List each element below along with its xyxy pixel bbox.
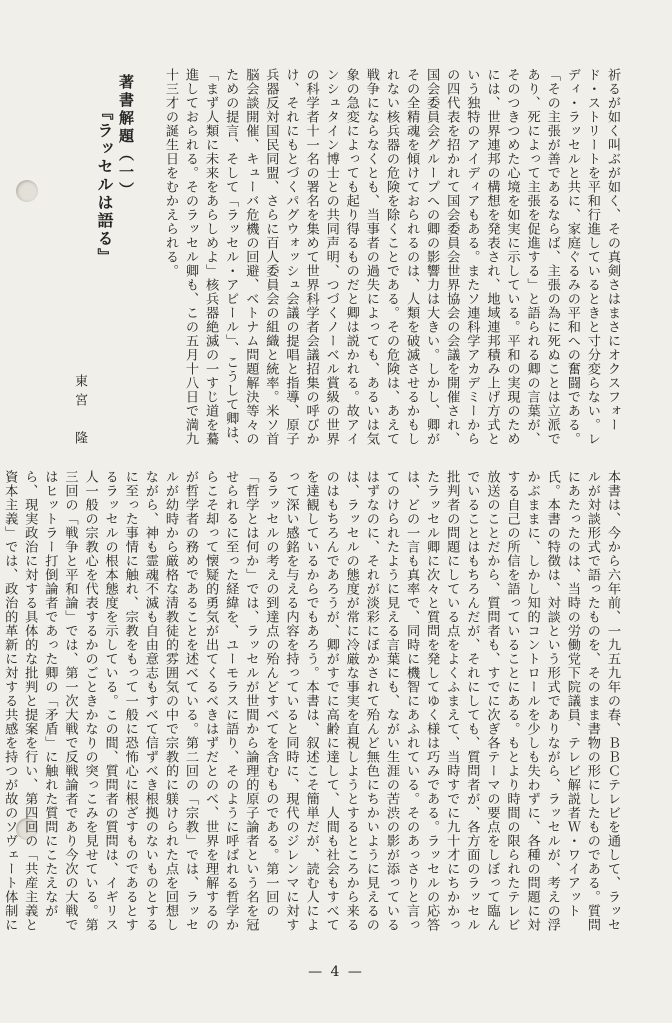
book-title: 『ラッセルは語る』 (95, 104, 114, 266)
book-review-series-title: 著書解題（一） (117, 74, 135, 200)
page-number: — 4 — (308, 964, 364, 980)
upper-text-band (70, 68, 622, 458)
lower-body-text: 本書は、今から六年前、一九五九年の春、ＢＢＣテレビを通して、ラッセルが対談形式で語ったものを、そのまま書物の形にしたものである。質問にあたったのは、当時の労働党下院議員、テレビ解説者Ｗ・ワイアット氏。本書の特徴は、対談という形式でありながら、ラッセルが、考えの浮かぶままに、しかし知的コントロールを少しも失わずに、各種の問題に対する自己の所信を語っていることにある。もとより時間の限られたテレビ放送のことだから、質問者も、すでに次ぎ各テーマの要点をしぼって臨んでいることはもちろんだが、それにしても、質問者が、各方面のラッセル批判者の問題にしている点をよくふまえて、当時すでに九十才にちかかったラッセル卿に次々と質問を発してゆく様は巧みである。ラッセルの応答は、どの一言も真率で、同時に機智にあふれている。そのあっさりと言ってのけられたように見える言葉にも、ながい生涯の苦渋の影が添っているはずなのに、それが淡彩にぼかされて殆んど無色にちかいように見えるのは、ラッセルの態度が常に冷厳な事実を直視しようとするところから来るのはもちろんであろうが、卿がすでに高齢に達して、人間も社会もすべてを達観しているからでもあろう。本書は、叙述こそ簡単だが、読む人によって深い感銘を与える内容を持っていると同時に、現代のジレンマに対するラッセルの考えの到達点の殆んどすべてを含むものである。第一回の「哲学とは何か」では、ラッセルが世間から論理的原子論者という名を冠せられるに至った経緯を、ユーモラスに語り、そのように呼ばれる哲学からこそ却って懐疑的勇気が出てくるべきはずだとのべ、世界を理解するのが哲学者の務めであることを述べている。第二回の「宗教」では、ラッセルが幼時から厳格な清教徒的雰囲気の中で宗教的に躾けられた点を回想しながら、神も霊魂不滅も自由意志もすべて信ずべき根拠のないものとするに至った事情に触れ、宗教をもって一般に恐怖心に根ざすものであるとするラッセルの根本態度を示している。この間、質問者の質問は、イギリス人一般の宗教心を代表するかのごときかなりの突っこみを見せている。第三回の「戦争と平和論」では、第一次大戦で反戦論者であり今次の大戦ではヒットラー打倒論者であった卿の「矛盾」に触れた質問にこたえながら、現実政治に対する具体的な批判と提案を行い、第四回の「共産主義と資本主義」では、政治的革新に対する共感を持つが故のソヴェート体制に (2, 470, 620, 932)
review-author: 東宮 隆 (72, 374, 87, 450)
book-review-heading (70, 68, 137, 458)
lower-text-band (2, 470, 622, 940)
punch-hole-top (16, 180, 38, 202)
upper-body-text: 祈るが如く叫ぶが如く、その真剣さはまさにオクスフォード・ストリートを平和行進しているときと寸分変らない。レディ・ラッセルと共に、家庭ぐるみの平和への奮闘である。「その主張が善であるならば、主張の為に死ぬことは立派であり、死によって主張を促進する」と語られる卿の言葉が、そのつきつめた心境を如実に示している。平和の実現のためには、世界連邦の構想を発表され、地域連邦積み上げ方式という独特のアイディアもある。またソ連科学アカデミーからの四代表を招かれて国会委員会世界協会の会議を開催され、国会委員会グループへの卿の影響力は大きい。しかし、卿がその全精魂を傾けておられるのは、人類を破滅させるかもしれない核兵器の危険を除くことである。その危険は、あえて戦争にならなくとも、当事者の過失によっても、あるいは気象の急変によっても起り得るものだと卿は説かれる。故アインシュタイン博士との共同声明、つづくノーベル賞級の世界の科学者十一名の署名を集めて世界科学者会議招集の呼びかけ、それにもとづくパグウォッシュ会議の提唱と指導、原子兵器反対国民同盟、さらに百人委員会の組織と統率。米ソ首脳会談開催、キューバ危機の回避、ベトナム問題解決等々のための提言、そして「ラッセル・アピール」、こうして卿は、「まず人類に未来をあらしめよ」核兵器絶滅の一すじ道を驀進しておられる。そのラッセル卿も、この五月十八日で満九十三才の誕生日をむかえられる。 (162, 68, 620, 454)
